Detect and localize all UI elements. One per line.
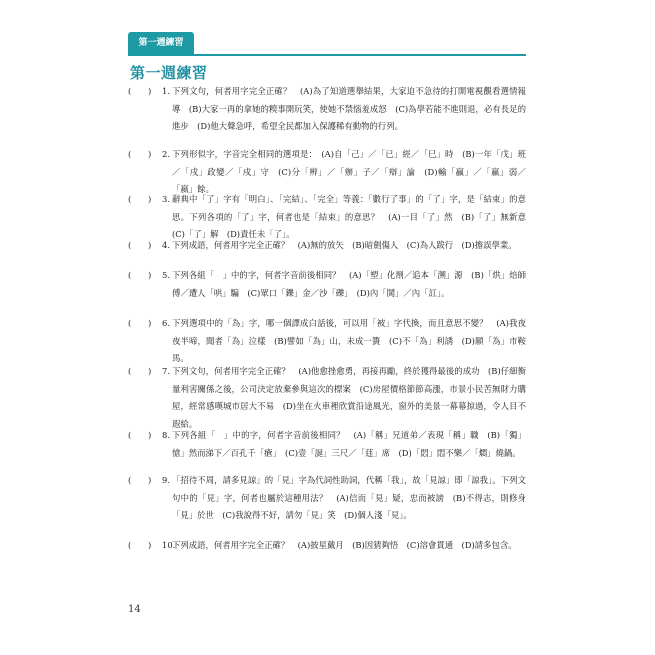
question-9 xyxy=(128,472,526,525)
question-8 xyxy=(128,427,526,462)
section-tab-underline xyxy=(128,54,526,56)
question-text: 下列文句，何者用字完全正確？ (A)為了知道選舉結果，大家迫不急待的打開電視觀看選情報導 (B)大家一再的拿她的糗事開玩笑，使她不禁惱羞成怒 (C)為學若能不進則退，必有長足的進步 (D)他大聲急呼，希望全民都加入保護稀有動物的行列。 xyxy=(172,86,526,132)
question-text: 下列各組「 」中的字，何者字音前後相同？ (A)「稱」兄道弟／表現「稱」職 (B)「獨」愴」然而涕下／百孔千「瘡」 (C)壹「誕」三尺／「莛」席 (D)「悶」悶不樂／「燜」燒鍋。 xyxy=(172,430,526,458)
answer-paren: ( ) xyxy=(128,430,152,440)
answer-paren: ( ) xyxy=(128,475,152,485)
question-6 xyxy=(128,315,526,368)
question-text: 下列成語，何者用字完全正確？ (A)無的放矢 (B)暗劍傷人 (C)為人跋行 (D)擔誤學業。 xyxy=(172,240,517,250)
question-text: 下列各組「 」中的字，何者字音前後相同？ (A)「塑」化劑／追本「溯」源 (B)「烘」焙師傅／遭人「哄」騙 (C)眾口「鑠」金／沙「礫」 (D)內「鬨」／內「訌」。 xyxy=(172,270,526,298)
answer-paren: ( ) xyxy=(128,86,152,96)
question-5 xyxy=(128,267,526,302)
answer-paren: ( ) xyxy=(128,194,152,204)
answer-paren: ( ) xyxy=(128,318,152,328)
answer-paren: ( ) xyxy=(128,540,152,550)
question-text: 下列成語，何者用字完全正確？ (A)披星戴月 (B)因猜夠悟 (C)溶會貫通 (D)請多包含。 xyxy=(172,540,517,550)
question-text: 下列形似字，字音完全相同的選項是： (A)自「己」／「已」經／「巳」時 (B)一年「戊」班／「戌」政變／「戍」守 (C)分「辨」／「辦」子／「辯」論 (D)輸「贏」／「羸」弱／「嬴」餘。 xyxy=(172,149,526,195)
question-text: 下列文句，何者用字完全正確？ (A)他愈挫愈勇，再接再勵，終於獲得最後的成功 (B)仔細衡量利害關係之後，公司決定放棄參與這次的標案 (C)房屋價格節節高漲，市景小民苦無財力購屋，經常感嘆城市居大不易 (D)坐在火車裡欣賞沿途風光，窗外的美景一幕幕掠過，令人目不遐給。 xyxy=(172,366,526,429)
page-title: 第一週練習 xyxy=(130,64,208,82)
question-number: 8. xyxy=(162,430,170,440)
answer-paren: ( ) xyxy=(128,270,152,280)
question-number: 3. xyxy=(162,194,170,204)
question-number: 10. xyxy=(162,540,176,550)
question-number: 9. xyxy=(162,475,170,485)
question-number: 5. xyxy=(162,270,170,280)
question-4 xyxy=(128,237,526,255)
question-text: 下列選項中的「為」字，哪一個譯成白話後，可以用「被」字代換，而且意思不變？ (A)我夜夜半啼，聞者「為」泣樣 (B)譬如「為」山，未成一簣 (C)不「為」利誘 (D)願「為」市鞍馬。 xyxy=(172,318,526,364)
page-number: 14 xyxy=(128,604,141,615)
question-1 xyxy=(128,83,526,136)
question-number: 1. xyxy=(162,86,170,96)
question-number: 2. xyxy=(162,149,170,159)
answer-paren: ( ) xyxy=(128,149,152,159)
question-7 xyxy=(128,363,526,433)
question-10 xyxy=(128,537,526,555)
section-tab: 第一週練習 xyxy=(128,32,194,54)
question-number: 6. xyxy=(162,318,170,328)
question-text: 「招待不周，請多見諒」的「見」字為代詞性助詞，代稱「我」，故「見諒」即「諒我」。下列文句中的「見」字，何者也屬於這種用法？ (A)信而「見」疑，忠而被謗 (B)不得志，則修身「見」於世 (C)我說得不好，請勿「見」笑 (D)個人淺「見」。 xyxy=(172,475,526,521)
question-text: 辭典中「了」字有「明白」、「完結」、「完全」等義：「數行了事」的「了」字，是「結束」的意思。下列各項的「了」字，何者也是「結束」的意思？ (A)一目「了」然 (B)「了」無新意 (C)「了」解 (D)責任未「了」。 xyxy=(172,194,535,240)
question-number: 7. xyxy=(162,366,170,376)
question-number: 4. xyxy=(162,240,170,250)
question-3 xyxy=(128,191,535,244)
answer-paren: ( ) xyxy=(128,240,152,250)
answer-paren: ( ) xyxy=(128,366,152,376)
